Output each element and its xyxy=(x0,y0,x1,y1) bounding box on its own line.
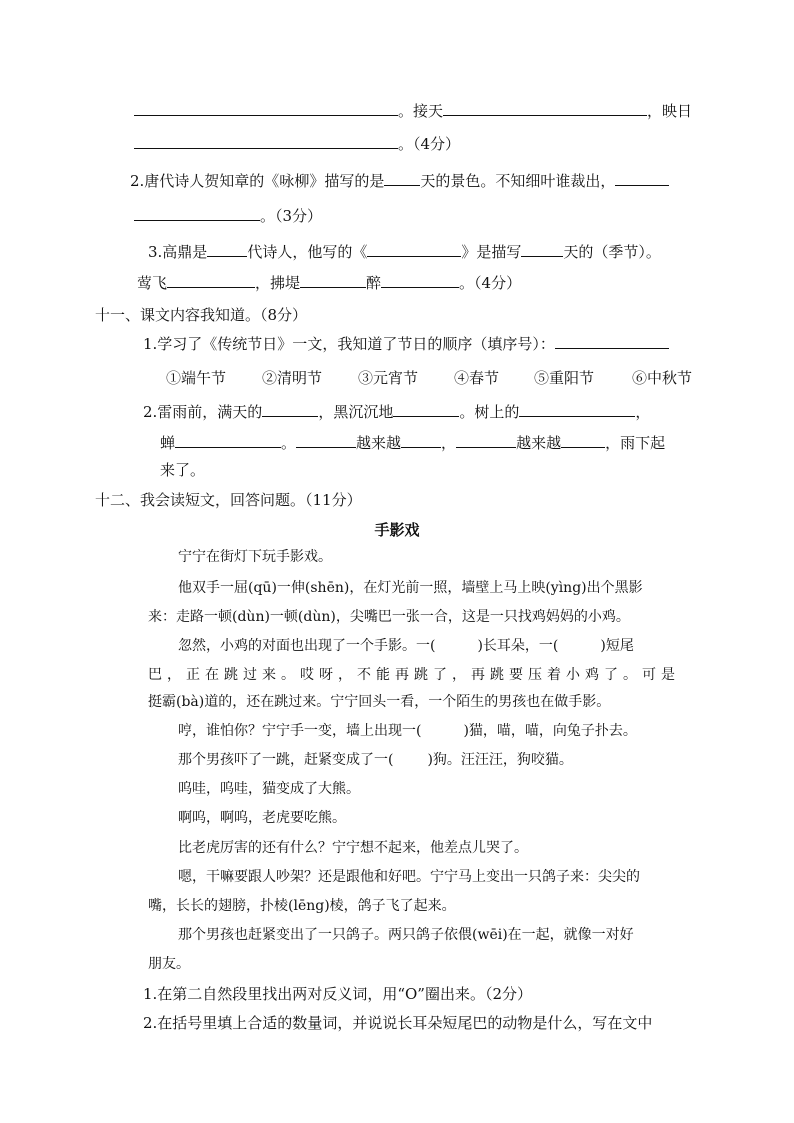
question-10-3 xyxy=(148,242,661,262)
question-11-1 xyxy=(143,334,669,354)
answer-blank[interactable] xyxy=(167,273,255,288)
festival-option-2: ②清明节 xyxy=(262,369,323,387)
answer-blank[interactable] xyxy=(456,433,516,448)
story-text: 忽然，小鸡的对面也出现了一个手影。一( xyxy=(178,638,436,654)
poem-text: ，映日 xyxy=(647,102,693,120)
question-12-2: 2.在括号里填上合适的数量词，并说说长耳朵短尾巴的动物是什么，写在文中 xyxy=(143,1014,653,1032)
story-text: 哼，谁怕你？宁宁手一变，墙上出现一( xyxy=(178,723,422,739)
festival-option-3: ③元宵节 xyxy=(358,369,419,387)
question-text: ， xyxy=(441,434,457,452)
question-text: 越来越 xyxy=(356,434,402,452)
section-12-heading: 十二、我会读短文，回答问题。（11分） xyxy=(95,491,362,509)
story-text: )短尾 xyxy=(600,638,634,654)
answer-blank[interactable] xyxy=(521,242,563,257)
answer-blank[interactable] xyxy=(561,433,605,448)
question-text: 1.学习了《传统节日》一文，我知道了节日的顺序（填序号）： xyxy=(143,335,555,353)
question-10-2-cont xyxy=(134,206,322,226)
question-text: 莺飞 xyxy=(137,274,168,292)
answer-blank[interactable] xyxy=(555,334,669,349)
story-text: )狗。汪汪汪，狗咬猫。 xyxy=(427,752,573,768)
question-text: 代诗人，他写的《 xyxy=(247,243,368,261)
story-text: )长耳朵，一( xyxy=(477,638,559,654)
question-11-2 xyxy=(143,402,650,422)
story-text: )猫，喵，喵，向兔子扑去。 xyxy=(463,723,637,739)
answer-blank[interactable] xyxy=(393,402,459,417)
story-paragraph: 嗯，干嘛要跟人吵架？还是跟他和好吧。宁宁马上变出一只鸽子来：尖尖的 xyxy=(178,869,640,885)
story-paragraph xyxy=(178,750,573,770)
question-11-2-cont xyxy=(160,433,665,453)
question-text: ，黑沉沉地 xyxy=(318,403,394,421)
answer-blank[interactable] xyxy=(443,101,647,116)
answer-blank[interactable] xyxy=(296,433,356,448)
question-text: 。（4分） xyxy=(459,274,522,292)
story-paragraph: 比老虎厉害的还有什么？宁宁想不起来，他差点儿哭了。 xyxy=(178,840,528,856)
answer-blank[interactable] xyxy=(381,273,459,288)
question-11-2-cont2: 来了。 xyxy=(160,461,206,479)
story-paragraph: 呜哇，呜哇，猫变成了大熊。 xyxy=(178,781,360,797)
answer-blank[interactable] xyxy=(401,433,441,448)
question-text: ， xyxy=(635,403,651,421)
story-title: 手影戏 xyxy=(374,521,420,539)
festival-option-6: ⑥中秋节 xyxy=(632,369,693,387)
question-text: 。树上的 xyxy=(459,403,520,421)
answer-blank[interactable] xyxy=(134,101,398,116)
question-text: 2.雷雨前，满天的 xyxy=(143,403,263,421)
answer-blank[interactable] xyxy=(615,171,669,186)
section-11-heading: 十一、课文内容我知道。（8分） xyxy=(95,306,308,324)
story-paragraph: 那个男孩也赶紧变出了一只鸽子。两只鸽子依偎(wēi)在一起，就像一对好 xyxy=(178,927,634,943)
question-text: 蝉 xyxy=(160,434,176,452)
answer-blank[interactable] xyxy=(519,402,635,417)
answer-blank[interactable] xyxy=(384,171,420,186)
story-paragraph: 他双手一屈(qū)一伸(shēn)，在灯光前一照，墙壁上马上映(yìng)出个黑影 xyxy=(178,580,643,596)
question-text: 2.唐代诗人贺知章的《咏柳》描写的是 xyxy=(130,172,385,190)
story-text: 那个男孩吓了一跳，赶紧变成了一( xyxy=(178,752,394,768)
story-paragraph: 啊呜，啊呜，老虎要吃熊。 xyxy=(178,810,346,826)
question-text: ，雨下起 xyxy=(605,434,666,452)
question-text: 天的景色。不知细叶谁裁出， xyxy=(420,172,616,190)
poem-text: 。接天 xyxy=(398,102,444,120)
poem-line-1 xyxy=(134,101,692,121)
question-12-1: 1.在第二自然段里找出两对反义词，用“O”圈出来。（2分） xyxy=(143,985,532,1003)
question-text: 。（3分） xyxy=(260,207,323,225)
festival-option-5: ⑤重阳节 xyxy=(534,369,595,387)
question-text: 3.高鼎是 xyxy=(148,243,208,261)
answer-blank[interactable] xyxy=(300,273,366,288)
answer-blank[interactable] xyxy=(134,134,398,149)
question-text: 。 xyxy=(281,434,297,452)
answer-blank[interactable] xyxy=(207,242,247,257)
poem-line-2 xyxy=(134,134,460,154)
question-text: 醉 xyxy=(366,274,382,292)
story-paragraph xyxy=(178,636,634,656)
story-paragraph: 巴，正在跳过来。哎呀，不能再跳了，再跳要压着小鸡了。可是 xyxy=(148,667,680,683)
answer-blank[interactable] xyxy=(262,402,318,417)
story-paragraph: 挺霸(bà)道的，还在跳过来。宁宁回头一看，一个陌生的男孩也在做手影。 xyxy=(148,694,611,710)
question-text: ，拂堤 xyxy=(255,274,301,292)
story-paragraph: 嘴，长长的翅膀，扑棱(lēng)棱，鸽子飞了起来。 xyxy=(148,898,456,914)
answer-blank[interactable] xyxy=(134,206,260,221)
story-paragraph: 朋友。 xyxy=(148,956,190,972)
festival-option-1: ①端午节 xyxy=(166,369,227,387)
question-10-2 xyxy=(130,171,669,191)
question-10-3-cont xyxy=(137,273,521,293)
question-text: 》是描写 xyxy=(461,243,522,261)
answer-blank[interactable] xyxy=(175,433,281,448)
answer-blank[interactable] xyxy=(367,242,461,257)
story-paragraph xyxy=(178,721,637,741)
question-text: 越来越 xyxy=(516,434,562,452)
festival-option-4: ④春节 xyxy=(454,369,500,387)
poem-text: 。（4分） xyxy=(398,135,461,153)
story-paragraph: 宁宁在街灯下玩手影戏。 xyxy=(178,549,332,565)
story-paragraph: 来：走路一顿(dùn)一顿(dùn)，尖嘴巴一张一合，这是一只找鸡妈妈的小鸡。 xyxy=(148,609,630,625)
question-text: 天的（季节）。 xyxy=(563,243,661,261)
